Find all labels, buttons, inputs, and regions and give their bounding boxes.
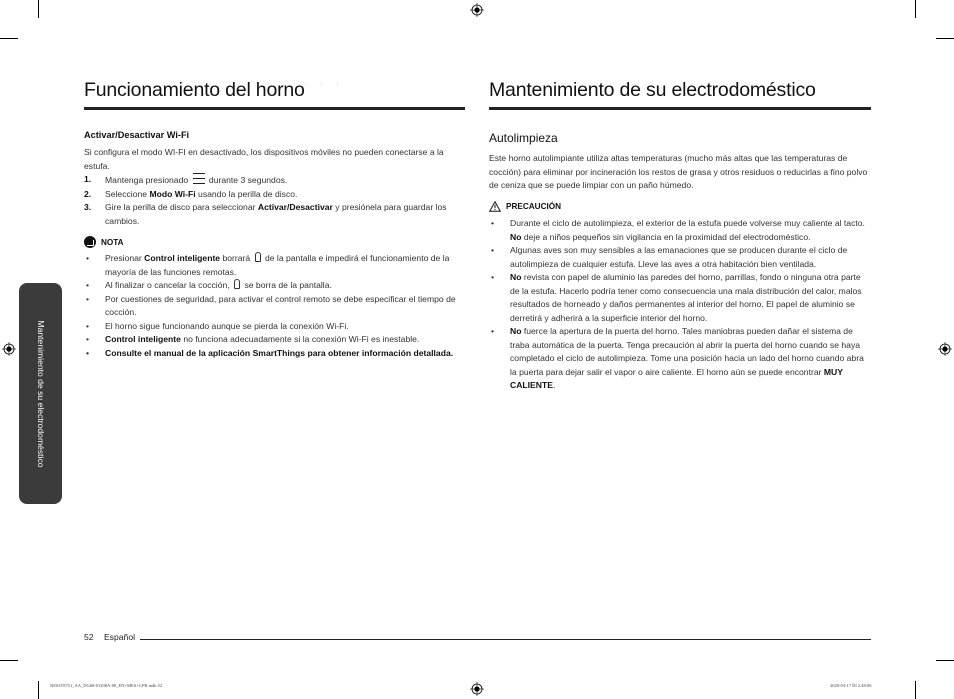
- caution-bold: No: [510, 272, 522, 282]
- caution-text: .: [552, 380, 556, 390]
- registration-mark-icon: [470, 682, 484, 696]
- list-item: [84, 333, 464, 347]
- step-text: Gire la perilla de disco para seleccionar: [105, 202, 256, 212]
- right-title-rule: [489, 107, 871, 110]
- caution-text: Algunas aves son muy sensibles a las emanaciones que se producen durante el ciclo de autolimpieza de cualquier estufa. Lleve las aves a otra habitación bien ventilada.: [510, 245, 848, 269]
- step-text: Seleccione: [105, 188, 148, 199]
- step-text: durante 3 segundos.: [208, 175, 288, 185]
- chapter-side-tab: [19, 283, 62, 504]
- note-icon: [84, 236, 96, 248]
- wifi-intro: Si configura el modo WI-FI en desactivado, los dispositivos móviles no pueden conectarse a la estufa.: [84, 147, 444, 171]
- step-text: usando la perilla de disco.: [198, 188, 298, 199]
- list-item: [84, 320, 464, 334]
- note-bold: Control inteligente: [105, 334, 181, 344]
- step-item: [84, 201, 464, 228]
- note-text: se borra de la pantalla.: [244, 280, 332, 290]
- remote-wifi-icon: [234, 279, 240, 289]
- note-text: no funciona adecuadamente si la conexión Wi-Fi es inestable.: [183, 334, 420, 344]
- list-item: [84, 279, 464, 293]
- right-page-title: Mantenimiento de su electrodoméstico: [489, 79, 816, 101]
- registration-mark-icon: [2, 342, 16, 356]
- list-item: [489, 271, 871, 325]
- footer-language: Español: [103, 632, 136, 642]
- warning-triangle-icon: [489, 201, 501, 212]
- note-text: Al finalizar o cancelar la cocción,: [105, 280, 230, 290]
- note-list: [84, 252, 464, 360]
- caution-heading: [489, 201, 561, 212]
- list-item: [84, 347, 464, 361]
- step-number: 2.: [84, 188, 92, 199]
- step-bold: Modo Wi-Fi: [149, 188, 196, 199]
- crop-mark: [0, 660, 18, 661]
- caution-text: revista con papel de aluminio las paredes del horno, parrillas, fondo o ninguna otra parte de la estufa. Hacerlo podría tener como consecuencia una mala distribución del calor, malos resultados de horneado y daños permanentes al interior del horno. El papel de aluminio se derretirá y adherirá a la superficie interior del horno.: [510, 272, 862, 323]
- caution-bold: No: [510, 326, 522, 336]
- crop-mark: [915, 0, 916, 18]
- note-heading: [84, 236, 124, 248]
- list-item: [489, 217, 871, 244]
- step-number: 3.: [84, 202, 92, 212]
- list-item: [84, 252, 464, 279]
- side-tab-label: Mantenimiento de su electrodoméstico: [35, 319, 46, 468]
- note-bold: Consulte el manual de la aplicación SmartThings para obtener información detallada.: [105, 347, 454, 358]
- list-item: [489, 244, 871, 271]
- self-clean-intro: Este horno autolimpiante utiliza altas temperaturas (mucho más altas que las temperaturas de cocción) para eliminar por incineración los restos de grasa y otros residuos o reducirlas a fino polvo de ceniza que se puede limpiar con un paño húmedo.: [489, 153, 868, 190]
- footer-rule: [140, 639, 871, 640]
- note-text: de la pantalla e impedirá el funcionamiento de la mayoría de las funciones remotas.: [105, 253, 450, 277]
- page-footer: [84, 632, 135, 642]
- caution-list: [489, 217, 871, 393]
- crop-mark: [38, 0, 39, 18]
- crop-mark: [0, 38, 18, 39]
- crop-mark: [915, 681, 916, 699]
- caution-label: PRECAUCIÓN: [506, 202, 562, 211]
- list-item: [489, 325, 871, 393]
- step-text: Mantenga presionado: [105, 175, 189, 185]
- note-bold: Control inteligente: [144, 253, 221, 263]
- page-number: 52: [84, 632, 94, 642]
- caution-bold: No: [510, 231, 522, 242]
- caution-text: fuerce la apertura de la puerta del horno. Tales maniobras pueden dañar el sistema de traba automática de la puerta. Tenga precaución al abrir la puerta del horno cuando se haya completado el ciclo de autolimpieza. Tome una posición hacia un lado del horno cuando abra la puerta para dejar salir el vapor o aire caliente. El horno aún se puede encontrar: [510, 326, 864, 377]
- note-text: borrará: [222, 253, 251, 263]
- note-text: Presionar: [105, 253, 142, 263]
- step-text: y presiónela para guardar los cambios.: [105, 202, 447, 226]
- caution-text: deje a niños pequeños sin vigilancia en la proximidad del electrodoméstico.: [523, 231, 811, 242]
- wifi-steps: [84, 173, 464, 228]
- caution-text: Durante el ciclo de autolimpieza, el exterior de la estufa puede volverse muy caliente al tacto.: [510, 218, 865, 228]
- note-label: NOTA: [101, 237, 124, 247]
- left-page-title: Funcionamiento del horno: [84, 79, 305, 101]
- crop-mark: [936, 38, 954, 39]
- step-number: 1.: [84, 174, 92, 184]
- note-text: El horno sigue funcionando aunque se pierda la conexión Wi-Fi.: [105, 320, 349, 331]
- menu-lines-icon: [193, 173, 205, 184]
- step-item: [84, 188, 464, 202]
- crop-mark: [936, 660, 954, 661]
- step-bold: Activar/Desactivar: [257, 202, 333, 212]
- wifi-heading: Activar/Desactivar Wi-Fi: [84, 130, 190, 140]
- print-specks: · · ·: [305, 82, 345, 88]
- print-slug-right: 2020-03-17 ￼ 2:48:06: [830, 683, 872, 688]
- remote-wifi-icon: [255, 252, 261, 262]
- left-title-rule: [84, 107, 465, 110]
- crop-mark: [38, 681, 39, 699]
- section-heading: Autolimpieza: [489, 131, 558, 145]
- registration-mark-icon: [470, 3, 484, 17]
- step-item: [84, 173, 464, 188]
- caution-bold: MUY CALIENTE: [510, 366, 843, 390]
- print-slug-left: NE63T8751_AA_DG68-01208A-00_EN+MES+CFR.indb 52: [50, 683, 163, 688]
- registration-mark-icon: [938, 342, 952, 356]
- note-text: Por cuestiones de seguridad, para activar el control remoto se debe especificar el tiempo de cocción.: [105, 293, 456, 317]
- list-item: [84, 293, 464, 320]
